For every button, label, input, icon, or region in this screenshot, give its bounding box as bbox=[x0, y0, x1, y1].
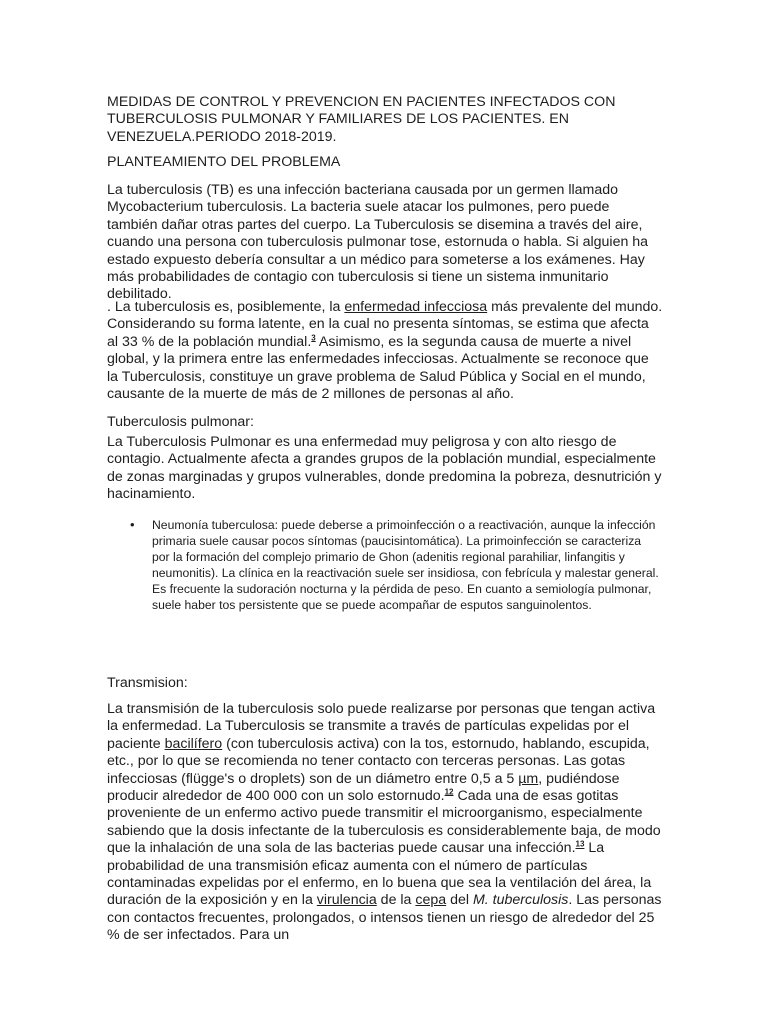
paragraph-pulmonar: La Tuberculosis Pulmonar es una enfermedad muy peligrosa y con alto riesgo de contagio. Actualmente afecta a grandes grupos de la población mundial, especialmente de zonas marginadas y grupos vulnerables, donde predomina la pobreza, desnutrición y hacinamiento. bbox=[107, 434, 662, 503]
link-cepa[interactable]: cepa bbox=[415, 892, 447, 909]
paragraph-transmision: La transmisión de la tuberculosis solo puede realizarse por personas que tengan activa la enfermedad. La Tuberculosis se transmite a través de partículas expelidas por el paciente bacilífero (con tuberculosis activa) con la tos, estornudo, hablando, escupida, etc., por lo que se recomienda no tener contacto con terceras personas. Las gotas infecciosas (flügge's o droplets) son de un diámetro entre 0,5 a 5 µm, pudiéndose producir alrededor de 400 000 con un solo estornudo.$^{12}$ Cada una de esas gotitas proveniente de un enfermo activo puede transmitir el microorganismo, especialmente sabiendo que la dosis infectante de la tuberculosis es considerablemente baja, de modo que la inhalación de una sola de las bacterias puede causar una infección.$^{13}$ La probabilidad de una transmisión eficaz aumenta con el número de partículas contaminadas expelidas por el enfermo, en lo buena que sea la ventilación del área, la duración de la exposición y en la virulencia de la cepa del M. tuberculosis. Las personas con contactos frecuentes, prolongados, o intensos tienen un riesgo de alrededor del 25 % de ser infectados. Para un bbox=[107, 701, 662, 944]
species-name: M. tuberculosis bbox=[472, 892, 569, 909]
link-virulencia[interactable]: virulencia bbox=[316, 892, 377, 909]
reference-12[interactable]: 12 bbox=[444, 787, 454, 797]
bullet-neumonia: • Neumonía tuberculosa: puede deberse a primoinfección o a reactivación, aunque la infección primaria suele causar pocos síntomas (paucisintomática). La primoinfección se caracteriza por la formación del complejo primario de Ghon (adenitis regional parahiliar, linfangitis y neumonitis). La clínica en la reactivación suele ser insidiosa, con febrícula y malestar general. Es frecuente la sudoración nocturna y la pérdida de peso. En cuanto a semiología pulmonar, suele haber tos persistente que se puede acompañar de esputos sanguinolentos. bbox=[130, 517, 662, 614]
link-bacilifero[interactable]: bacilífero bbox=[164, 735, 223, 752]
paragraph-prevalence: . La tuberculosis es, posiblemente, la enfermedad infecciosa más prevalente del mundo. Considerando su forma latente, en la cual no presenta síntomas, se estima que afecta al 33 % de la población mundial.$^3$ Asimismo, es la segunda causa de muerte a nivel global, y la primera entre las enfermedades infecciosas. Actualmente se reconoce que la Tuberculosis, constituye un grave problema de Salud Pública y Social en el mundo, causante de la muerte de más de 2 millones de personas al año. bbox=[107, 299, 663, 403]
section-heading-transmision: Transmision: bbox=[107, 675, 188, 691]
reference-13[interactable]: 13 bbox=[575, 839, 585, 849]
link-enfermedad-infecciosa[interactable]: enfermedad infecciosa bbox=[344, 299, 488, 315]
bullet-list bbox=[130, 517, 662, 614]
reference-3[interactable]: 3 bbox=[311, 333, 316, 343]
section-heading-pulmonar: Tuberculosis pulmonar: bbox=[107, 414, 254, 430]
section-heading-problem: PLANTEAMIENTO DEL PROBLEMA bbox=[107, 154, 341, 170]
link-micrometro[interactable]: µm bbox=[518, 770, 539, 787]
paragraph-intro: La tuberculosis (TB) es una infección bacteriana causada por un germen llamado Mycobacterium tuberculosis. La bacteria suele atacar los pulmones, pero puede también dañar otras partes del cuerpo. La Tuberculosis se disemina a través del aire, cuando una persona con tuberculosis pulmonar tose, estornuda o habla. Si alguien ha estado expuesto debería consultar a un médico para someterse a los exámenes. Hay más probabilidades de contagio con tuberculosis si tiene un sistema inmunitario debilitado. bbox=[107, 182, 649, 303]
document-title: MEDIDAS DE CONTROL Y PREVENCION EN PACIENTES INFECTADOS CON TUBERCULOSIS PULMONAR Y FAMILIARES DE LOS PACIENTES. EN VENEZUELA.PERIODO 2018-2019. bbox=[107, 94, 616, 145]
